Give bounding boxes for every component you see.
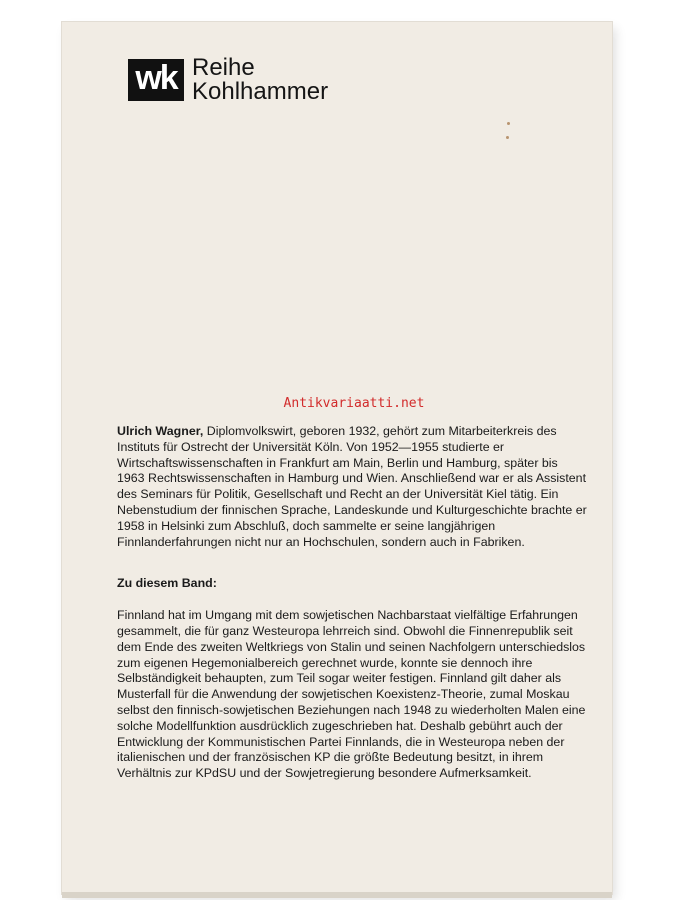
book-blurb: Finnland hat im Umgang mit dem sowjetischen Nachbarstaat vielfältige Erfahrungen gesammelt, die für ganz Westeuropa lehrreich sind. Obwohl die Finnenrepublik seit dem Ende des zweiten Weltkriegs von Stalin und seinen Nachfolgern unterschiedslos zum eigenen Hegemonialbereich gerechnet wurde, konnte sie dennoch ihre Selbständigkeit behaupten, zum Teil sogar weiter festigen. Finnland gilt daher als Musterfall für die Anwendung der sowjetischen Koexistenz-Theorie, zumal Moskau selbst den finnisch-sowjetischen Beziehungen nach 1948 zu wiederholten Malen eine solche Modellfunktion ausdrücklich zugeschrieben hat. Deshalb gebührt auch der Entwicklung der Kommunistischen Partei Finnlands, die in Westeuropa neben der italienischen und der französischen KP die größte Bedeutung besitzt, in ihrem Verhältnis zur KPdSU und der Sowjetregierung besondere Aufmerksamkeit.	[117, 608, 586, 781]
author-name: Ulrich Wagner,	[117, 424, 204, 438]
publisher-logo-mark: wk	[135, 58, 177, 97]
author-bio-text: Diplomvolkswirt, geboren 1932, gehört zum Mitarbeiterkreis des Instituts für Ostrecht der Universität Köln. Von 1952—1955 studierte er Wirtschaftswissenschaften in Frankfurt am Main, Berlin und Hamburg, später bis 1963 Rechtswissenschaften in Hamburg und Wien. Anschließend war er als Assistent des Seminars für Politik, Gesellschaft und Recht an der Universität Kiel tätig. Ein Nebenstudium der finnischen Sprache, Landeskunde und Kulturgeschichte brachte er 1958 in Helsinki zum Abschluß, doch sammelte er seine langjährigen Finnlanderfahrungen nicht nur an Hochschulen, sondern auch in Fabriken.	[117, 424, 587, 549]
section-title: Zu diesem Band:	[117, 576, 217, 591]
series-line-2: Kohlhammer	[192, 78, 329, 105]
publisher-logo	[128, 59, 184, 101]
watermark: Antikvariaatti.net	[283, 396, 425, 411]
series-line-1: Reihe	[192, 54, 255, 81]
author-bio	[117, 424, 587, 550]
cover-text	[117, 424, 587, 782]
foxing-spot	[506, 136, 509, 139]
foxing-spot	[507, 122, 510, 125]
book-back-cover	[62, 22, 612, 894]
book-edge	[62, 892, 612, 898]
series-name	[192, 56, 328, 104]
